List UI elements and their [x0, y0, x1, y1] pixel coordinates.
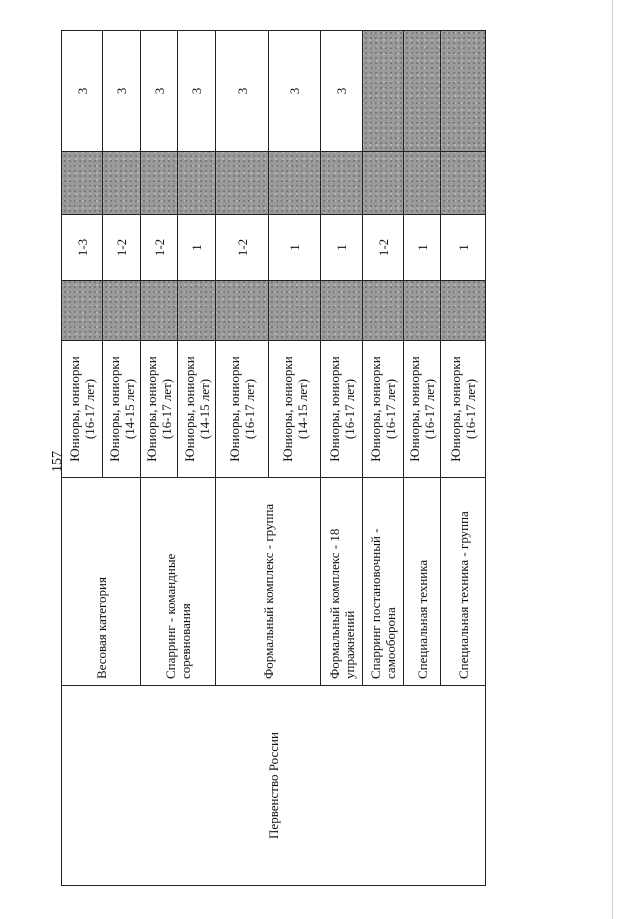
- shaded-cell: [141, 281, 178, 341]
- shaded-cell: [441, 31, 486, 152]
- count-cell: 3: [321, 31, 363, 152]
- count-cell: 3: [216, 31, 269, 152]
- shaded-cell: [269, 281, 321, 341]
- discipline-label: Спарринг постановочный - самооборона: [368, 528, 398, 679]
- places-cell: 1-2: [363, 215, 404, 281]
- age-group-label: Юниоры, юниорки: [227, 356, 242, 462]
- age-cell: [269, 341, 321, 478]
- age-group-label: Юниоры, юниорки: [407, 356, 422, 462]
- age-cell: [441, 341, 486, 478]
- age-cell: [178, 341, 216, 478]
- shaded-cell: [363, 281, 404, 341]
- age-cell: [363, 341, 404, 478]
- shaded-cell: [441, 281, 486, 341]
- shaded-cell: [404, 31, 441, 152]
- age-group-label: Юниоры, юниорки: [181, 356, 197, 462]
- shaded-cell: [269, 152, 321, 215]
- places-cell: 1-3: [62, 215, 103, 281]
- age-range-label: (16-17 лет): [383, 378, 398, 440]
- count-cell: 3: [269, 31, 321, 152]
- discipline-label: Формальный комплекс - группа: [260, 503, 276, 679]
- shaded-cell: [141, 152, 178, 215]
- discipline-label: Специальная техника - группа: [455, 511, 471, 679]
- places-cell: 1: [441, 215, 486, 281]
- shaded-cell: [363, 152, 404, 215]
- age-cell: [216, 341, 269, 478]
- age-range-label: (16-17 лет): [463, 378, 478, 440]
- shaded-cell: [62, 152, 103, 215]
- shaded-cell: [404, 152, 441, 215]
- shaded-cell: [103, 152, 141, 215]
- shaded-cell: [62, 281, 103, 341]
- age-group-label: Юниоры, юниорки: [67, 356, 82, 462]
- age-group-label: Юниоры, юниорки: [368, 356, 383, 462]
- age-cell: [103, 341, 141, 478]
- discipline-label: Весовая категория: [93, 577, 109, 679]
- age-group-label: Юниоры, юниорки: [106, 356, 122, 462]
- table-row: [62, 31, 103, 886]
- event-cell: [62, 686, 486, 886]
- discipline-cell: [441, 478, 486, 686]
- discipline-cell: [141, 478, 216, 686]
- age-range-label: (16-17 лет): [242, 378, 257, 440]
- count-cell: 3: [141, 31, 178, 152]
- places-cell: 1-2: [103, 215, 141, 281]
- places-cell: 1-2: [216, 215, 269, 281]
- age-range-label: (14-15 лет): [196, 378, 212, 440]
- discipline-label: Спарринг - командные соревнования: [163, 553, 193, 679]
- shaded-cell: [321, 281, 363, 341]
- age-cell: [404, 341, 441, 478]
- shaded-cell: [404, 281, 441, 341]
- count-cell: 3: [178, 31, 216, 152]
- shaded-cell: [103, 281, 141, 341]
- age-range-label: (14-15 лет): [121, 378, 137, 440]
- discipline-cell: [363, 478, 404, 686]
- shaded-cell: [321, 152, 363, 215]
- age-range-label: (16-17 лет): [82, 378, 97, 440]
- shaded-cell: [441, 152, 486, 215]
- shaded-cell: [216, 281, 269, 341]
- places-cell: 1-2: [141, 215, 178, 281]
- age-group-label: Юниоры, юниорки: [144, 356, 159, 462]
- page-edge-line: [612, 0, 613, 919]
- discipline-cell: [404, 478, 441, 686]
- discipline-cell: [216, 478, 321, 686]
- age-group-label: Юниоры, юниорки: [448, 356, 463, 462]
- age-group-label: Юниоры, юниорки: [326, 356, 342, 462]
- rotated-table-frame: [61, 31, 485, 886]
- age-group-label: Юниоры, юниорки: [279, 356, 295, 462]
- count-cell: 3: [62, 31, 103, 152]
- discipline-cell: [62, 478, 141, 686]
- age-range-label: (16-17 лет): [422, 378, 437, 440]
- shaded-cell: [363, 31, 404, 152]
- shaded-cell: [178, 281, 216, 341]
- age-cell: [62, 341, 103, 478]
- competition-table: [61, 30, 486, 886]
- age-range-label: (16-17 лет): [341, 378, 357, 440]
- discipline-label: Формальный комплекс - 18 упражнений: [326, 528, 357, 679]
- age-range-label: (14-15 лет): [294, 378, 310, 440]
- shaded-cell: [178, 152, 216, 215]
- count-cell: 3: [103, 31, 141, 152]
- places-cell: 1: [404, 215, 441, 281]
- event-label: Первенство России: [266, 732, 281, 839]
- shaded-cell: [216, 152, 269, 215]
- places-cell: 1: [321, 215, 363, 281]
- age-cell: [321, 341, 363, 478]
- page-number: 157: [50, 451, 65, 472]
- age-cell: [141, 341, 178, 478]
- discipline-label: Специальная техника: [414, 559, 430, 679]
- discipline-cell: [321, 478, 363, 686]
- places-cell: 1: [178, 215, 216, 281]
- places-cell: 1: [269, 215, 321, 281]
- age-range-label: (16-17 лет): [159, 378, 174, 440]
